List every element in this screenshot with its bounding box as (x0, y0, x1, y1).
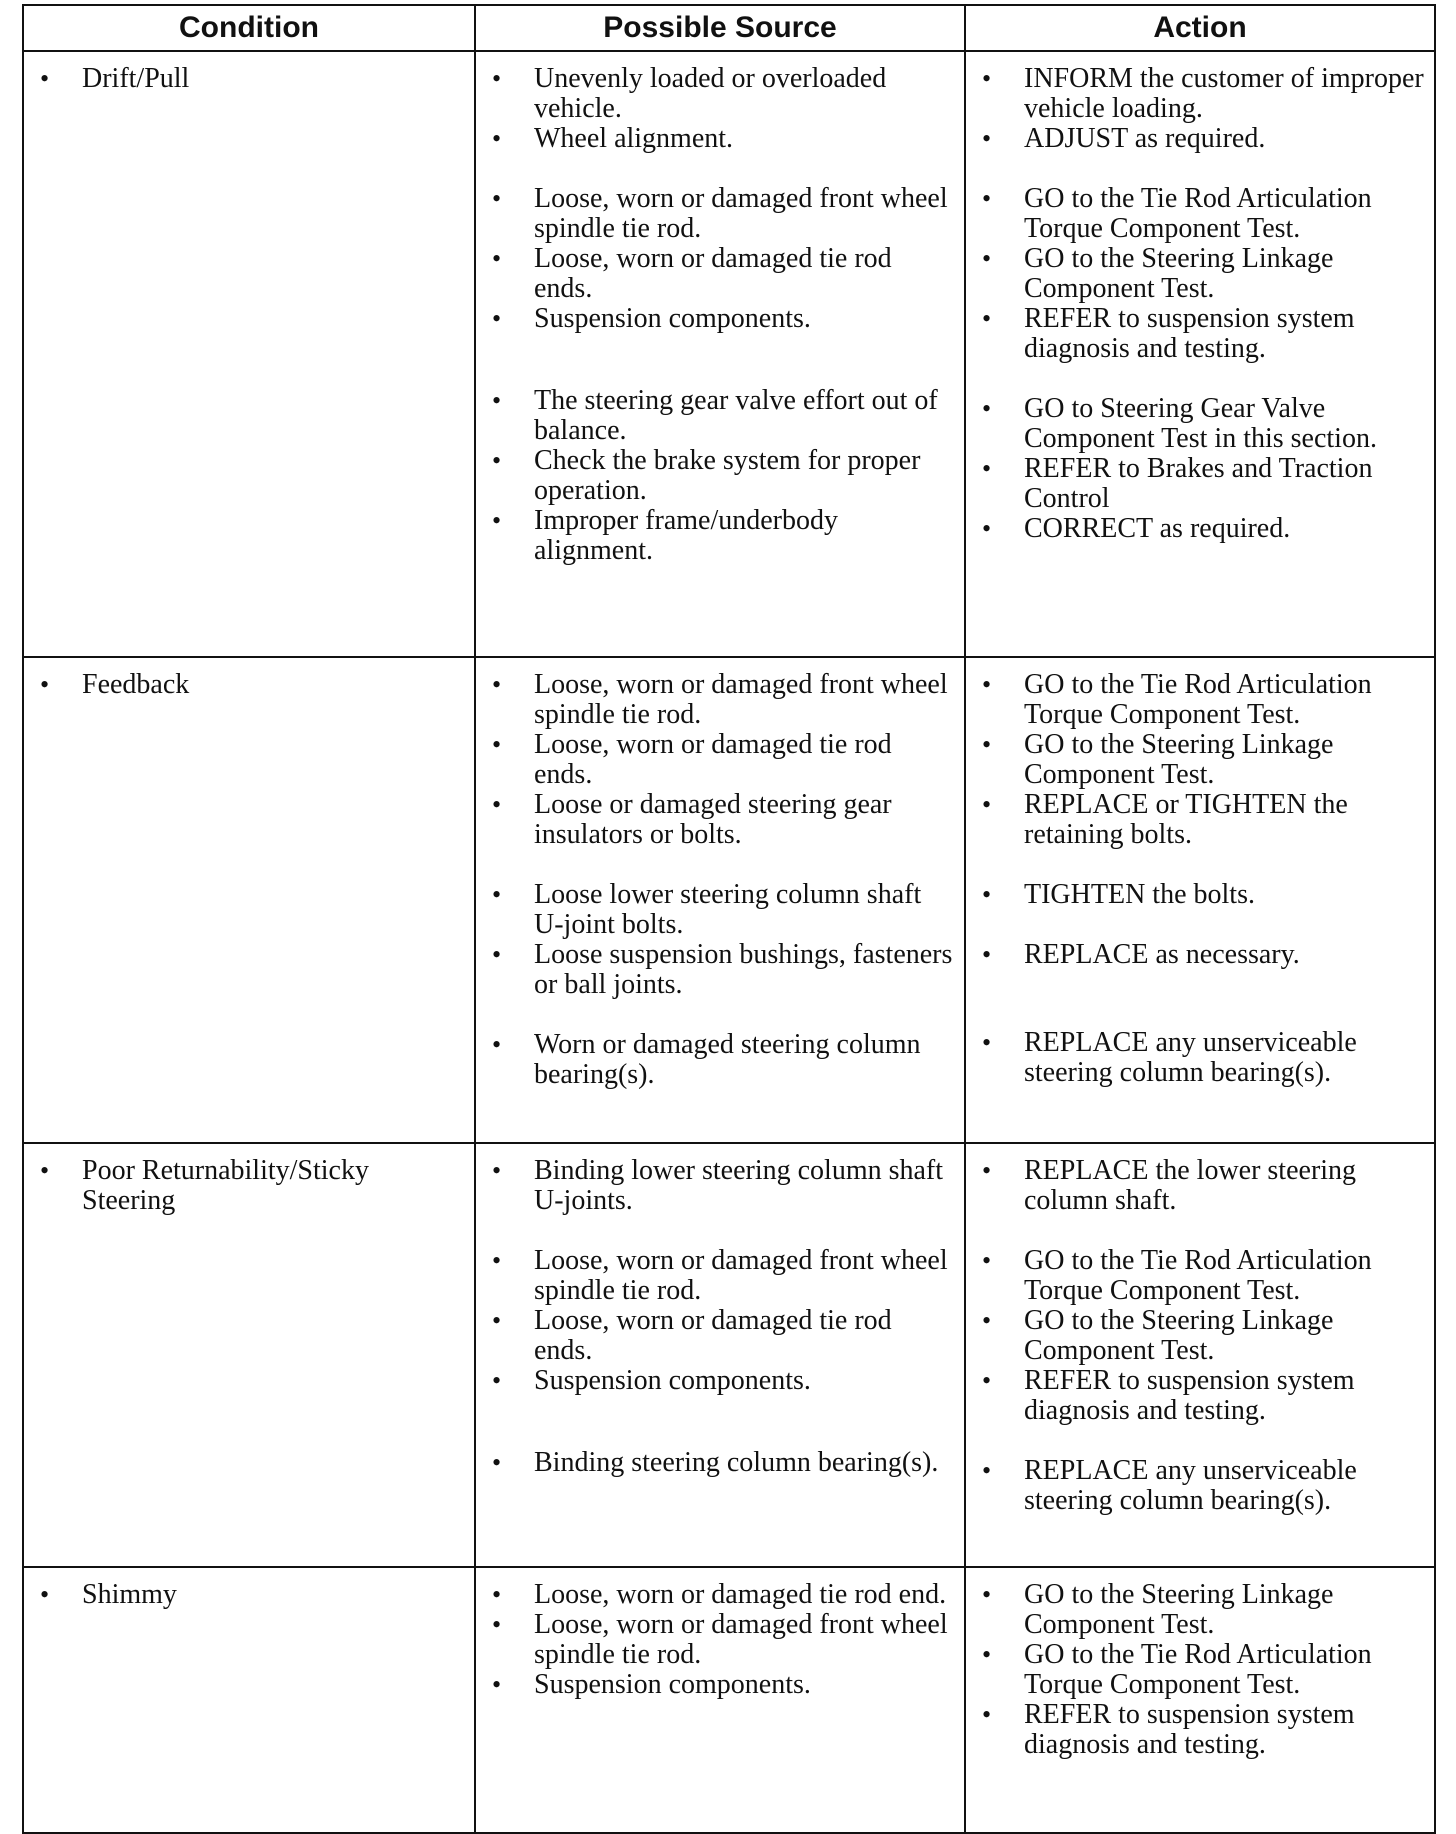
source-item: • Binding steering column bearing(s). (476, 1448, 964, 1478)
source-group (476, 1580, 964, 1700)
source-item: • Loose, worn or damaged front wheel spindle tie rod. (476, 1610, 964, 1670)
action-group (966, 184, 1434, 364)
source-item: • Check the brake system for proper operation. (476, 446, 964, 506)
action-item: • CORRECT as required. (966, 514, 1434, 544)
action-item: • GO to the Steering Linkage Component Test. (966, 244, 1434, 304)
source-item: • Loose, worn or damaged front wheel spindle tie rod. (476, 1246, 964, 1306)
action-group (966, 1028, 1434, 1088)
action-item: • GO to the Steering Linkage Component Test. (966, 1580, 1434, 1640)
action-item: • REFER to suspension system diagnosis and testing. (966, 304, 1434, 364)
header-row (23, 5, 1435, 51)
header-possible-source: Possible Source (475, 5, 965, 51)
condition-cell (23, 657, 475, 1143)
condition-label: • Poor Returnability/Sticky Steering (24, 1156, 474, 1216)
action-item: • REPLACE the lower steering column shaft. (966, 1156, 1434, 1216)
action-group (966, 880, 1434, 970)
diagnosis-table-page (22, 4, 1434, 1834)
source-item: • Loose suspension bushings, fasteners or ball joints. (476, 940, 964, 1000)
source-item: • Suspension components. (476, 1366, 964, 1396)
source-group (476, 1448, 964, 1478)
source-group (476, 64, 964, 154)
condition-label: • Drift/Pull (24, 64, 474, 94)
header-action: Action (965, 5, 1435, 51)
source-group (476, 880, 964, 1000)
source-cell (475, 1143, 965, 1567)
action-cell (965, 1567, 1435, 1833)
action-group (966, 1246, 1434, 1426)
source-group (476, 1246, 964, 1396)
table-row (23, 51, 1435, 657)
source-group (476, 670, 964, 850)
source-cell (475, 51, 965, 657)
source-item: • Loose, worn or damaged tie rod ends. (476, 1306, 964, 1366)
source-group (476, 184, 964, 334)
table-row (23, 657, 1435, 1143)
action-item: • GO to the Tie Rod Articulation Torque Component Test. (966, 670, 1434, 730)
action-item: • ADJUST as required. (966, 124, 1434, 154)
source-item: • Suspension components. (476, 1670, 964, 1700)
action-item: • GO to the Steering Linkage Component Test. (966, 730, 1434, 790)
action-item: • REPLACE or TIGHTEN the retaining bolts. (966, 790, 1434, 850)
source-group (476, 1030, 964, 1090)
action-item: • GO to the Tie Rod Articulation Torque Component Test. (966, 184, 1434, 244)
action-item: • TIGHTEN the bolts. (966, 880, 1434, 910)
condition-cell (23, 1567, 475, 1833)
source-cell (475, 1567, 965, 1833)
action-item: • REPLACE any unserviceable steering column bearing(s). (966, 1456, 1434, 1516)
source-item: • Unevenly loaded or overloaded vehicle. (476, 64, 964, 124)
table-row (23, 1143, 1435, 1567)
source-item: • Loose or damaged steering gear insulators or bolts. (476, 790, 964, 850)
condition-cell (23, 51, 475, 657)
source-item: • Suspension components. (476, 304, 964, 334)
source-item: • Wheel alignment. (476, 124, 964, 154)
source-cell (475, 657, 965, 1143)
action-item: • GO to the Steering Linkage Component Test. (966, 1306, 1434, 1366)
header-condition: Condition (23, 5, 475, 51)
source-item: • Loose, worn or damaged tie rod end. (476, 1580, 964, 1610)
action-group (966, 1156, 1434, 1216)
action-item: • REPLACE any unserviceable steering column bearing(s). (966, 1028, 1434, 1088)
action-item: • REPLACE as necessary. (966, 940, 1434, 970)
action-item: • GO to Steering Gear Valve Component Test in this section. (966, 394, 1434, 454)
action-item: • INFORM the customer of improper vehicle loading. (966, 64, 1434, 124)
action-item: • REFER to suspension system diagnosis and testing. (966, 1366, 1434, 1426)
action-group (966, 670, 1434, 850)
action-item: • GO to the Tie Rod Articulation Torque Component Test. (966, 1246, 1434, 1306)
source-item: • Loose, worn or damaged front wheel spindle tie rod. (476, 670, 964, 730)
condition-cell (23, 1143, 475, 1567)
source-group (476, 1156, 964, 1216)
source-group (476, 386, 964, 566)
condition-label: • Feedback (24, 670, 474, 700)
action-cell (965, 1143, 1435, 1567)
action-group (966, 394, 1434, 544)
action-item: • REFER to Brakes and Traction Control (966, 454, 1434, 514)
action-cell (965, 51, 1435, 657)
source-item: • Worn or damaged steering column bearing(s). (476, 1030, 964, 1090)
action-cell (965, 657, 1435, 1143)
source-item: • Binding lower steering column shaft U-joints. (476, 1156, 964, 1216)
diagnosis-table (22, 4, 1436, 1834)
source-item: • Loose lower steering column shaft U-joint bolts. (476, 880, 964, 940)
table-row (23, 1567, 1435, 1833)
action-group (966, 1580, 1434, 1760)
action-group (966, 1456, 1434, 1516)
source-item: • Loose, worn or damaged tie rod ends. (476, 244, 964, 304)
source-item: • Improper frame/underbody alignment. (476, 506, 964, 566)
action-item: • REFER to suspension system diagnosis and testing. (966, 1700, 1434, 1760)
source-item: • The steering gear valve effort out of balance. (476, 386, 964, 446)
action-group (966, 64, 1434, 154)
source-item: • Loose, worn or damaged front wheel spindle tie rod. (476, 184, 964, 244)
action-item: • GO to the Tie Rod Articulation Torque Component Test. (966, 1640, 1434, 1700)
condition-label: • Shimmy (24, 1580, 474, 1610)
source-item: • Loose, worn or damaged tie rod ends. (476, 730, 964, 790)
